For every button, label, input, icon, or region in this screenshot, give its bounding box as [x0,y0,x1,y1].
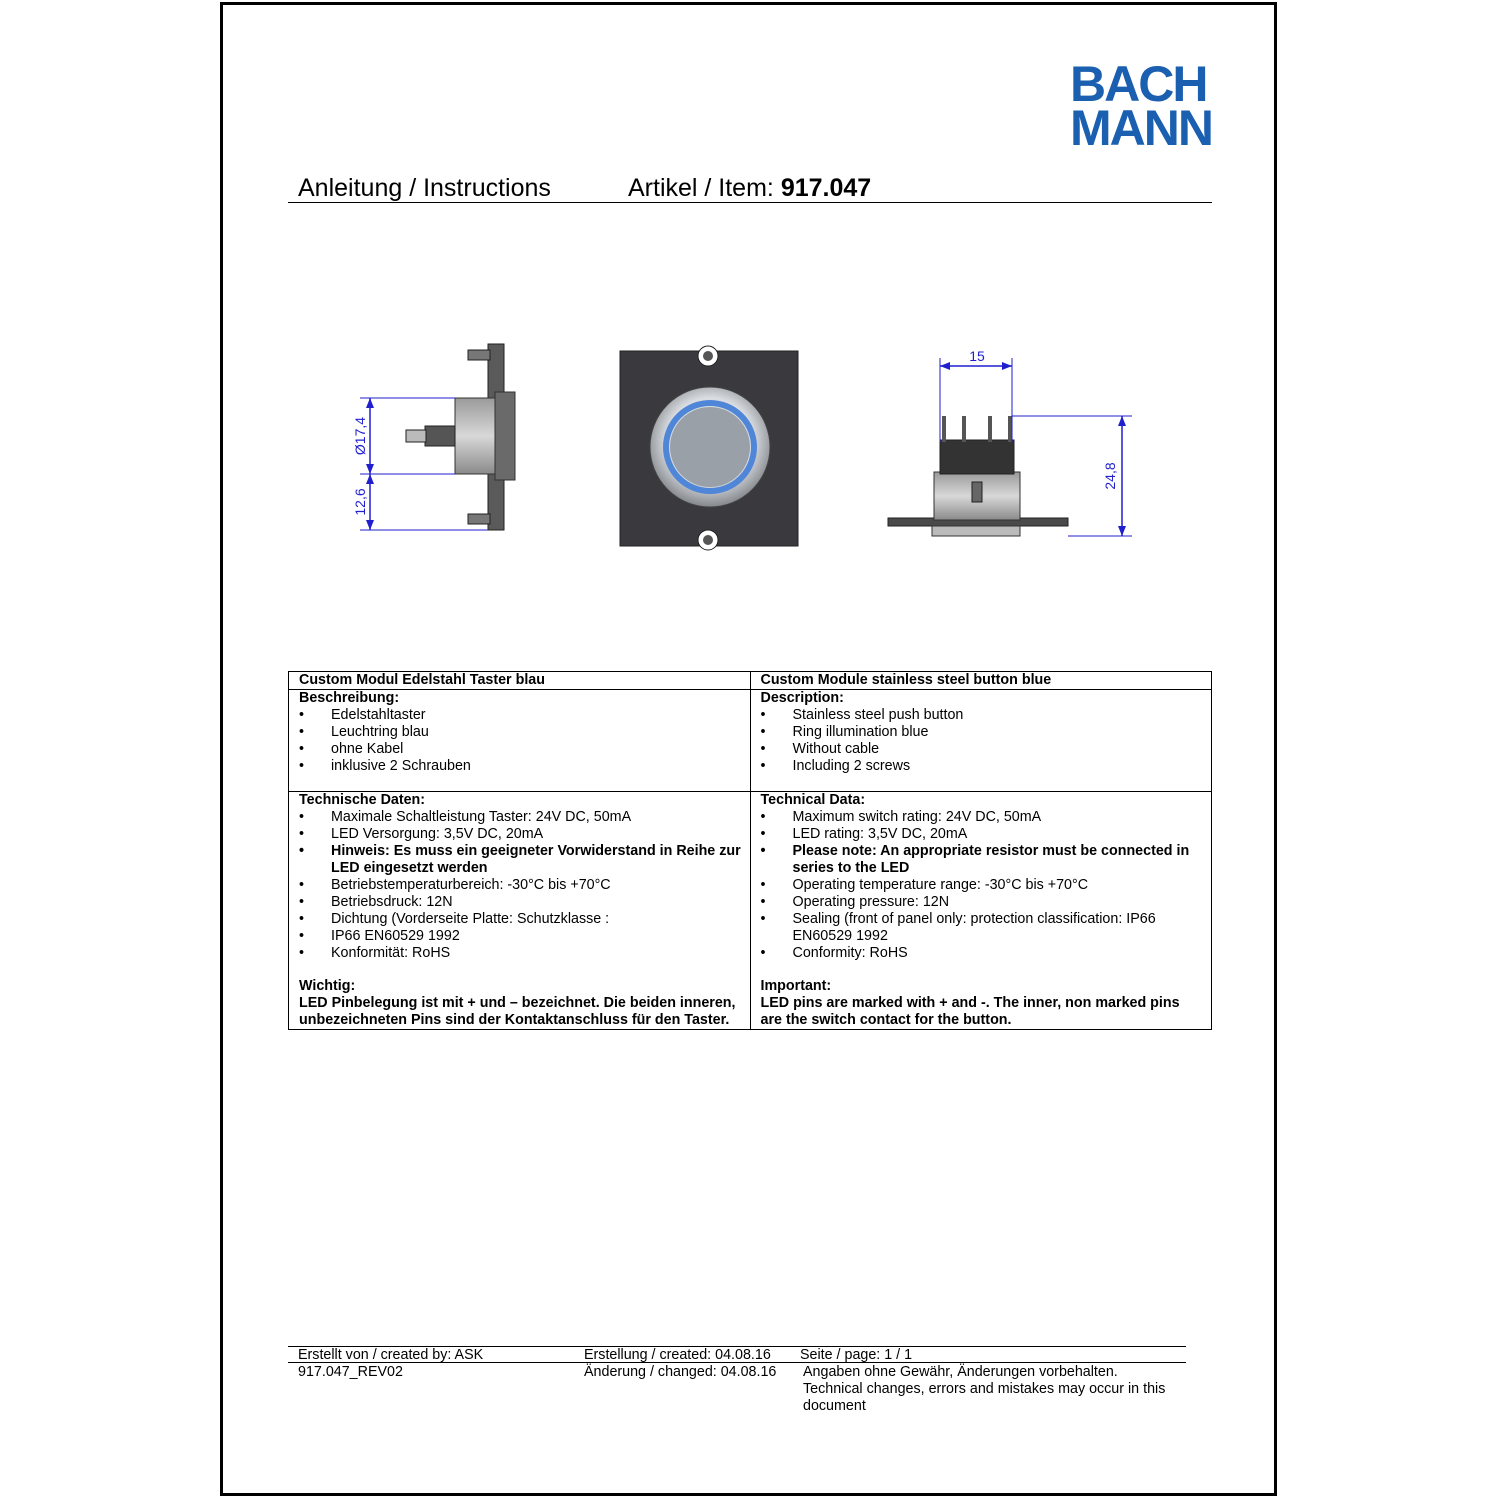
description-de [289,690,751,792]
list-item: • Stainless steel push button [761,707,1204,724]
list-item: • Betriebstemperaturbereich: -30°C bis +70°C [299,877,742,894]
list-item: • ohne Kabel [299,741,742,758]
list-item: • Without cable [761,741,1204,758]
footer-page: Seite / page: 1 / 1 [800,1347,913,1363]
list-item: • Hinweis: Es muss ein geeigneter Vorwiderstand in Reihe zur LED eingesetzt werden [299,843,742,877]
technical-list-en [761,809,1204,962]
list-item: • Maximale Schaltleistung Taster: 24V DC, 50mA [299,809,742,826]
list-item: • Betriebsdruck: 12N [299,894,742,911]
description-list-en [761,707,1204,775]
list-item: • Including 2 screws [761,758,1204,775]
technical-en [750,792,1212,1030]
document-title: Anleitung / Instructions [298,174,551,202]
item-heading [628,174,871,203]
top-view-drawing [888,348,1132,536]
list-item: • Operating temperature range: -30°C bis +70°C [761,877,1204,894]
technical-row [289,792,1212,1030]
description-list-de [299,707,742,775]
product-name-de: Custom Modul Edelstahl Taster blau [289,672,751,690]
dim-diameter: Ø17,4 [352,416,368,456]
footer-created-by: Erstellt von / created by: ASK [298,1347,484,1363]
description-title-en: Description: [760,690,844,706]
list-item: • Leuchtring blau [299,724,742,741]
technical-drawing [320,330,1200,570]
header-rule [288,202,1212,203]
technical-de [289,792,751,1030]
bachmann-logo: BACH MANN [1070,56,1212,156]
list-item: • Ring illumination blue [761,724,1204,741]
technical-title-en: Technical Data: [760,792,866,808]
list-item: • inklusive 2 Schrauben [299,758,742,775]
description-title-de: Beschreibung: [299,690,400,706]
table-header-row [289,672,1212,690]
list-item: • Maximum switch rating: 24V DC, 50mA [761,809,1204,826]
list-item: • Conformity: RoHS [761,945,1204,962]
technical-list-de [299,809,742,962]
description-row [289,690,1212,792]
important-title-de: Wichtig: [299,978,356,994]
item-number: 917.047 [780,174,872,202]
item-label: Artikel / Item: [628,174,781,202]
list-item: • IP66 EN60529 1992 [299,928,742,945]
technical-title-de: Technische Daten: [299,792,426,808]
list-item: • Please note: An appropriate resistor must be connected in series to the LED [761,843,1204,877]
list-item: • Edelstahltaster [299,707,742,724]
product-info-table [288,671,1212,1030]
side-view-drawing [352,344,515,530]
list-item: • LED Versorgung: 3,5V DC, 20mA [299,826,742,843]
list-item: • Operating pressure: 12N [761,894,1204,911]
product-name-en: Custom Module stainless steel button blue [750,672,1212,690]
footer-revision: 917.047_REV02 [298,1364,403,1380]
list-item: • Sealing (front of panel only: protection classification: IP66 EN60529 1992 [761,911,1204,945]
footer-disclaimer [803,1364,1183,1415]
list-item: • Dichtung (Vorderseite Platte: Schutzklasse : [299,911,742,928]
description-en [750,690,1212,792]
important-text-en: LED pins are marked with + and -. The inner, non marked pins are the switch contact for the button. [760,995,1180,1028]
footer-disclaimer-en: Technical changes, errors and mistakes may occur in this document [803,1381,1166,1414]
front-view-drawing [620,346,798,550]
important-title-en: Important: [760,978,832,994]
important-text-de: LED Pinbelegung ist mit + und – bezeichnet. Die beiden inneren, unbezeichneten Pins sind der Kontaktanschluss für den Taster. [299,995,736,1028]
footer-created: Erstellung / created: 04.08.16 [584,1347,771,1363]
dim-height-right: 24,8 [1102,462,1118,490]
list-item: • LED rating: 3,5V DC, 20mA [761,826,1204,843]
footer-disclaimer-de: Angaben ohne Gewähr, Änderungen vorbehalten. [803,1364,1118,1380]
footer-changed: Änderung / changed: 04.08.16 [584,1364,777,1380]
dim-depth-side: 12,6 [352,488,368,516]
list-item: • Konformität: RoHS [299,945,742,962]
dim-width-top: 15 [969,348,985,364]
